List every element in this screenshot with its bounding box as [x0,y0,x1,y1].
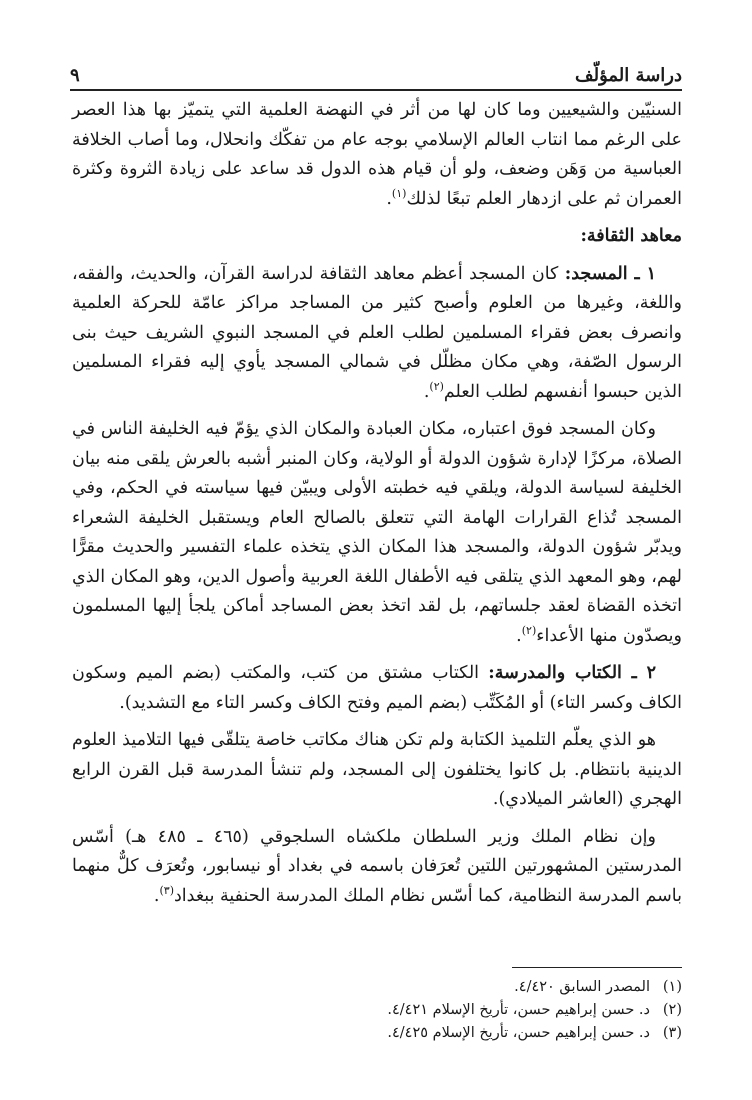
footnote-number: (٢) [662,1002,682,1018]
main-text [72,96,682,919]
footnote [72,999,682,1022]
footnote-ref: (٢) [429,379,444,393]
paragraph-3: وكان المسجد فوق اعتباره، مكان العبادة والمكان الذي يؤمّ فيه الخليفة الناس في الصلاة، مركزًا لإدارة شؤون الدولة أو الولاية، وكان المنبر أشبه بالعرش يلقى منه بيان الخليفة لسياسة الدولة، ويلقي فيه خطبته الأولى ويبيّن فيها سياسته في الحكم، وفي المسجد تُذاع القرارات الهامة التي تتعلق بالصالح العام ويستقبل الخليفة الشعراء ويدبّر شؤون الدولة، والمسجد هذا المكان الذي يتخذه علماء التفسير والحديث مقرًّا لهم، وهو المعهد الذي يتلقى فيه الأطفال اللغة العربية وأصول الدين، وهو المكان الذي اتخذه القضاة لعقد جلساتهم، بل لقد اتخذ بعض المساجد أماكن يلجأ إليها المسلمون ويصدّون منها الأعداء$^{(٢)}$. [72,419,682,646]
paragraph-2: ١ ـ المسجد: كان المسجد أعظم معاهد الثقافة لدراسة القرآن، والحديث، والفقه، واللغة، وغيرها من العلوم وأصبح كثير من المساجد مراكز عامّة للحركة العلمية وانصرف بعض فقراء المسلمين لطلب العلم في المسجد النبوي الشريف حيث بنى الرسول الصّفة، وهي مكان مظلّل في شمالي المسجد يأوي إليه فقراء المسلمين الذين حبسوا أنفسهم لطلب العلم$^{(٢)}$. [72,263,682,402]
paragraph-5: هو الذي يعلّم التلميذ الكتابة ولم تكن هناك مكاتب خاصة يتلقّى فيها التلاميذ العلوم الدينية بانتظام. بل كانوا يختلفون إلى المسجد، ولم تنشأ المدرسة قبل القرن الرابع الهجري (العاشر الميلادي). [72,730,682,809]
footnote-rule [512,967,682,968]
paragraph-6: وإن نظام الملك وزير السلطان ملكشاه السلجوقي (٤٦٥ ـ ٤٨٥ هـ) أسّس المدرستين المشهورتين اللتين تُعرَفان باسمه في بغداد أو نيسابور، وتُعرَف كلٌّ منهما باسم المدرسة النظامية، كما أسّس نظام الملك المدرسة الحنفية ببغداد$^{(٣)}$. [72,826,682,906]
footnote-text: د. حسن إبراهيم حسن، تأريخ الإسلام ٤/٤٢٥. [387,1025,650,1041]
footnote-text: المصدر السابق ٤/٤٢٠. [514,979,650,995]
paragraph-lead: ١ ـ المسجد: [564,263,656,284]
header-rule [70,89,682,91]
footnote-number: (١) [662,979,682,995]
paragraph-4: ٢ ـ الكتاب والمدرسة: الكتاب مشتق من كتب، والمكتب (بضم الميم وسكون الكاف وكسر التاء) أو المُكَتِّب (بضم الميم وفتح الكاف وكسر التاء مع التشديد). [72,663,682,713]
running-title: دراسة المؤلّف [574,65,682,86]
footnote [72,1022,682,1045]
footnote-text: د. حسن إبراهيم حسن، تأريخ الإسلام ٤/٤٢١. [387,1002,650,1018]
section-heading: معاهد الثقافة: [580,226,682,246]
page-number: ٩ [70,65,80,86]
paragraph-1: السنيّين والشيعيين وما كان لها من أثر في النهضة العلمية التي يتميّز بها هذا العصر على الرغم مما انتاب العالم الإسلامي بوجه عام من تفكّك وانحلال، وما أصاب الخلافة العباسية من وَهَن وضعف، ولو أن قيام هذه الدول قد ساعد على زيادة الثروة وكثرة العمران ثم على ازدهار العلم تبعًا لذلك$^{(١)}$. [72,100,682,209]
page-header [70,58,682,86]
footnote [72,976,682,999]
footnote-ref: (٣) [159,883,174,897]
footnote-ref: (١) [391,186,407,200]
footnotes [72,976,682,1045]
footnote-number: (٣) [662,1025,682,1041]
footnote-ref: (٢) [521,623,537,637]
paragraph-lead: ٢ ـ الكتاب والمدرسة: [488,663,656,683]
